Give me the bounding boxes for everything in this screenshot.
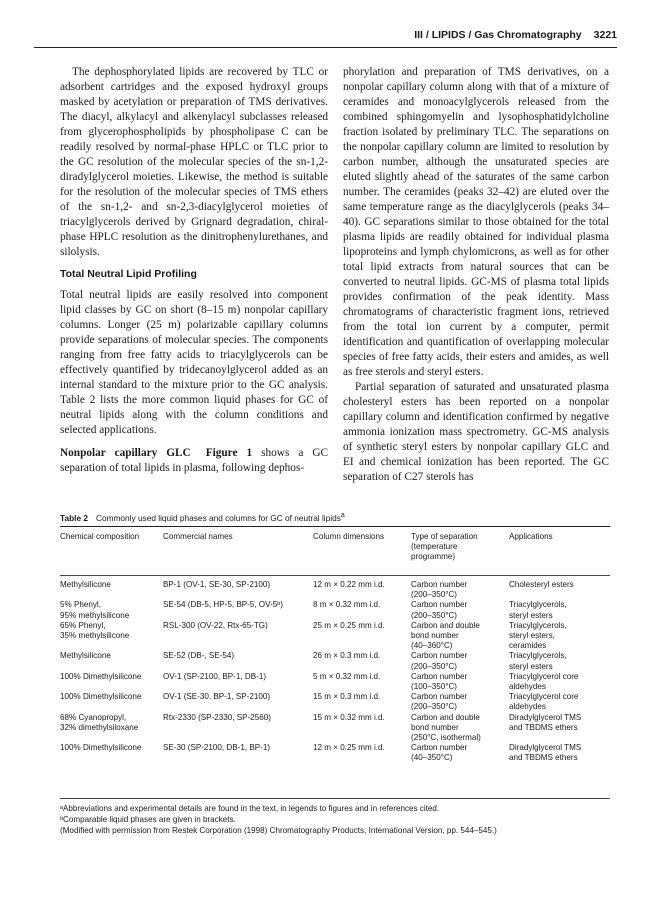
table-cell: 100% Dimethylsilicone [60, 671, 142, 681]
left-column [60, 65, 328, 476]
table-cell: 26 m × 0.3 mm i.d. [313, 651, 381, 661]
table-cell: 100% Dimethylsilicone [60, 692, 142, 702]
body-paragraph: Total neutral lipids are easily resolved into component lipid classes by GC on short (8–15 m) nonpolar capillary columns. Longer (25 m) polarizable capillary columns provide separations of molecular species. The components ranging from free fatty acids to triacylglycerols can be effectively quantified by tridecanoylglycerol added as an internal standard to the mixture prior to the GC analysis. Table 2 lists the more common liquid phases for GC of neutral lipids along with the column conditions and selected applications. [60, 289, 328, 436]
table-row [60, 651, 610, 671]
caption-footnote-mark: a [340, 512, 345, 519]
table-title: Commonly used liquid phases and columns for GC of neutral lipids [95, 512, 341, 523]
table-cell: 68% Cyanopropyl, 32% dimethylsiloxane [60, 712, 139, 732]
table-cell: 5% Phenyl, 95% methylsilicone [60, 600, 130, 620]
column-header: Type of separation (temperature programme) [411, 532, 478, 562]
table-bottom-rule [60, 798, 610, 799]
table-cell: BP-1 (OV-1, SE-30, SP-2100) [163, 580, 271, 589]
table-cell: SE-54 (DB-5, HP-5, BP-5, OV-5ᵇ) [163, 600, 283, 610]
column-header: Chemical composition [60, 532, 140, 541]
body-paragraph: The dephosphorylated lipids are recovered by TLC or adsorbent cartridges and the exposed hydroxyl groups masked by acetylation or preparation of TMS derivatives. The diacyl, alkylacyl and alkenylacyl subclasses released from glycerophospholipids by phospholipase C can be readily resolved by normal-phase HPLC or TLC prior to the GC resolution of the molecular species of the sn-1,2-diradylglycerol moieties. Likewise, the method is suitable for the resolution of the molecular species of TMS ethers of the sn-1,2- and sn-2,3-diacylglycerol moieties of triacylglycerols derived by Grignard degradation, chiral-phase HPLC resolution as the dinitrophenylurethanes, and silolysis. [60, 66, 328, 258]
body-paragraph: Partial separation of saturated and unsaturated plasma cholesteryl esters has been reported on a nonpolar capillary column and identification confirmed by negative ammonia ionization mass spectrometry. GC-MS analysis of synthetic steryl esters by nonpolar capillary GLC and EI and chemical ionization has been reported. The GC separation of C27 sterols has [343, 381, 609, 483]
table-cell: Methylsilicone [60, 651, 111, 661]
table-cell: Rtx-2330 (SP-2330, SP-2560) [163, 712, 271, 722]
table-caption [60, 512, 620, 523]
table-cell: SE-30 (SP-2100, DB-1, BP-1) [163, 743, 271, 753]
column-header: Column dimensions [313, 532, 385, 541]
data-table [60, 532, 610, 764]
table-row [60, 672, 610, 692]
table-cell: Triacylglycerols, steryl esters, ceramides [509, 620, 567, 651]
table-cell: Triacylglycerol core aldehydes [509, 671, 579, 692]
table-cell: 65% Phenyl, 35% methylsilicone [60, 620, 130, 641]
table-row [60, 743, 610, 763]
table-cell: Triacylglycerols, steryl esters [509, 651, 567, 671]
table-label: Table 2 [60, 512, 88, 523]
table-cell: 15 m × 0.32 mm i.d. [313, 712, 385, 722]
body-paragraph: phorylation and preparation of TMS derivatives, on a nonpolar capillary column along with that of a mixture of ceramides and monoacylglycerols released from the combined sphingomyelin and lysophosphatidylcholine fraction isolated by preliminary TLC. The separations on the nonpolar capillary column are limited to resolution by carbon number, although the unsaturated species are eluted slightly ahead of the saturates of the same carbon number. The ceramides (peaks 32–42) are eluted over the same temperature range as the diacylglycerols (peaks 34–40). GC separations similar to those obtained for the total plasma lipids are readily obtained for individual plasma lipoproteins and lymph chylomicrons, as well as for other total lipid extracts from natural sources that can be converted to neutral lipids. GC-MS of plasma total lipids provides confirmation of the peak identity. Mass chromatograms of characteristic fragment ions, retrieved from the total ion current by a computer, permit identification and quantification of overlapping molecular species of free fatty acids, their esters and amides, as well as free sterols and steryl esters. [343, 66, 609, 378]
table-row [60, 600, 610, 620]
table-cell: Carbon number (200–350°C) [411, 651, 468, 671]
column-header: Applications [509, 532, 553, 541]
section-title: III / LIPIDS / Gas Chromatography [414, 29, 582, 41]
table-cell: 12 m × 0.22 mm i.d. [313, 580, 385, 589]
table-cell: Carbon number (40–350°C) [411, 743, 468, 763]
table-cell: SE-52 (DB-, SE-54) [163, 651, 235, 661]
table-cell: Triacylglycerol core aldehydes [509, 692, 579, 712]
table-footnote: (Modified with permission from Restek Corporation (1998) Chromatography Products, International Version, pp. 544–545.) [60, 826, 497, 835]
table-cell: RSL-300 (OV-22, Rtx-65-TG) [163, 620, 268, 630]
table-footnote: ᵃAbbreviations and experimental details are found in the text, in legends to figures and in references cited. [60, 804, 440, 813]
table-cell: Carbon and double bond number (40–360°C) [411, 620, 480, 651]
table-row [60, 572, 610, 600]
table-top-rule [60, 526, 610, 527]
section-heading: Total Neutral Lipid Profiling [60, 268, 197, 280]
table-cell: Carbon number (100–350°C) [411, 671, 468, 692]
table-cell: Methylsilicone [60, 580, 111, 589]
table-cell: Carbon number (200–350°C) [411, 600, 468, 620]
table-cell: 8 m × 0.32 mm i.d. [313, 600, 381, 610]
paragraph-text: shows a GC separation of total lipids in plasma, following dephos- [60, 447, 329, 474]
table-cell: 25 m × 0.25 mm i.d. [313, 620, 385, 630]
body-paragraph [60, 446, 328, 476]
right-column [343, 65, 609, 485]
table-cell: 12 m × 0.25 mm i.d. [313, 743, 385, 753]
table-cell: Cholesteryl esters [509, 580, 574, 589]
table-row [60, 692, 610, 712]
table-cell: OV-1 (SE-30, BP-1, SP-2100) [163, 692, 271, 702]
table-cell: Diradylglycerol TMS and TBDMS ethers [509, 712, 582, 732]
table-row [60, 713, 610, 744]
figure-reference: Figure 1 [205, 447, 253, 459]
table-cell: Carbon number (200–350°C) [411, 692, 468, 712]
table-cell: OV-1 (SP-2100, BP-1, DB-1) [163, 671, 267, 681]
table-footnote: ᵇComparable liquid phases are given in brackets. [60, 815, 236, 824]
header-bottom-rule [60, 575, 610, 576]
running-header [34, 29, 617, 45]
table-cell: Carbon number (200–350°C) [411, 580, 468, 600]
run-in-heading: Nonpolar capillary GLC [60, 447, 191, 459]
table-cell: Diradylglycerol TMS and TBDMS ethers [509, 743, 582, 763]
table-cell: 5 m × 0.32 mm i.d. [313, 671, 381, 681]
table-cell: Triacylglycerols, steryl esters [509, 600, 567, 620]
column-header: Commercial names [163, 532, 233, 541]
header-rule [34, 47, 617, 48]
table-cell: 100% Dimethylsilicone [60, 743, 142, 753]
page-number: 3221 [593, 29, 617, 41]
table-row [60, 621, 610, 652]
table-cell: 15 m × 0.3 mm i.d. [313, 692, 381, 702]
table-cell: Carbon and double bond number (250°C, isothermal) [411, 712, 481, 743]
